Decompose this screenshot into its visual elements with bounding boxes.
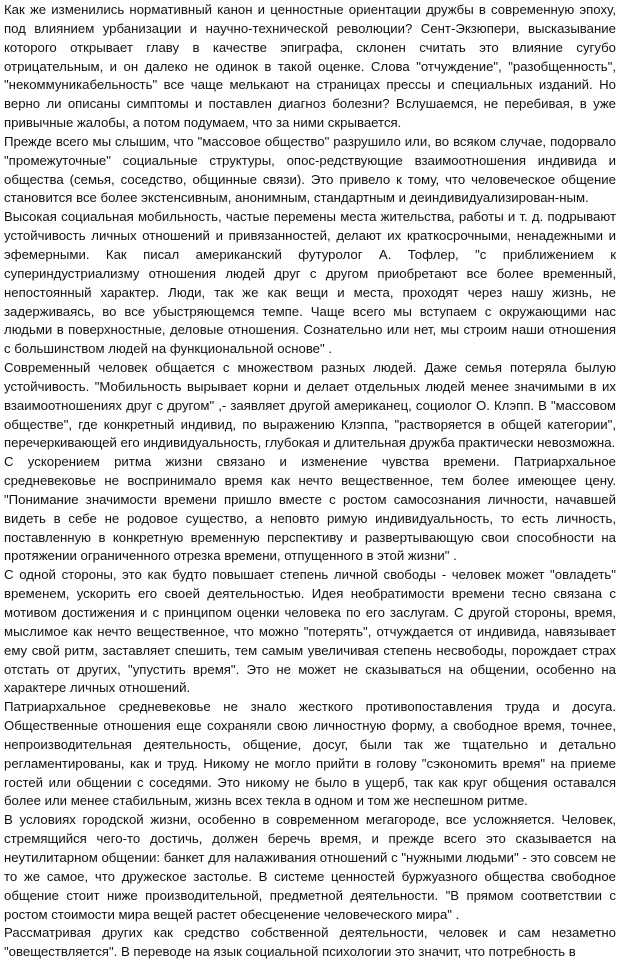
paragraph: Высокая социальная мобильность, частые перемены места жительства, работы и т. д. подрывают устойчивость личных отношений и привязанностей, делают их краткосрочными, ненадежными и эфемерными. Как писал американский футуролог А. Тофлер, "с приближением к супериндустриализму отношения людей друг с другом приобретают все более временный, непостоянный характер. Люди, так же как вещи и места, проходят через нашу жизнь, не задерживаясь, во все убыстряющемся темпе. Чаще всего мы вступаем с окружающими нас людьми в поверхностные, деловые отношения. Сознательно или нет, мы строим наши отношения с большинством людей на функциональной основе" . [4,209,616,357]
paragraph: Современный человек общается с множеством разных людей. Даже семья потеряла былую устойчивость. "Мобильность вырывает корни и делает отдельных людей менее значимыми в их взаимоотношениях друг с другом" ,- заявляет другой американец, социолог О. Клэпп. В "массовом обществе", где конкретный индивид, по выражению Клэппа, "растворяется в общей категории", перечеркивающей его индивидуальность, глубокая и длительная дружба практически невозможна. [4,360,616,451]
paragraph: В условиях городской жизни, особенно в современном мегагороде, все усложняется. Человек, стремящийся чего-то достичь, должен беречь время, и прежде всего это сказывается на неутилитарном общении: банкет для налаживания отношений с "нужными людьми" - это совсем не то же самое, что дружеское застолье. В системе ценностей буржуазного общества свободное общение стоит ниже производительной, предметной деятельности. "В прямом соответствии с ростом стоимости мира вещей растет обесценение человеческого мира" . [4,812,616,922]
paragraph: Как же изменились нормативный канон и ценностные ориентации дружбы в современную эпоху, под влиянием урбанизации и научно-технической революции? Сент-Экзюпери, высказывание которого открывает главу в качестве эпиграфа, склонен считать это влияние сугубо отрицательным, и он далеко не одинок в такой оценке. Слова "отчуждение", "разобщенность", "некоммуникабельность" все чаще мелькают на страницах прессы и специальных изданий. Но верно ли описаны симптомы и поставлен диагноз болезни? Вслушаемся, не перебивая, в уже привычные жалобы, а потом подумаем, что за ними скрывается. [4,2,616,131]
paragraph: Патриархальное средневековье не знало жесткого противопоставления труда и досуга. Общественные отношения еще сохраняли свою личностную форму, а свободное время, точнее, непроизводительная деятельность, общение, досуг, были так же тщательно и детально регламентированы, как и труд. Никому не могло прийти в голову "сэкономить время" на приеме гостей или общении с соседями. Это никому не было в ущерб, так как круг общения оставался более или менее стабильным, жизнь всех текла в одном и том же неспешном ритме. [4,699,616,809]
paragraph: С ускорением ритма жизни связано и изменение чувства времени. Патриархальное средневековье не воспринимало время как нечто вещественное, тем более имеющее цену. "Понимание значимости времени пришло вместе с ростом самосознания личности, начавшей видеть в себе не родовое существо, а неповто римую индивидуальность, то есть личность, поставленную в конкретную временную перспективу и развертывающую свои способности на протяжении ограниченного отрезка времени, отпущенного в этой жизни" . [4,454,616,564]
paragraph: Прежде всего мы слышим, что "массовое общество" разрушило или, во всяком случае, подорвало "промежуточные" социальные структуры, опос-редствующие взаимоотношения индивида и общества (семья, соседство, общинные связи). Это привело к тому, что человеческое общение становится все более экстенсивным, анонимным, стандартным и деиндивидуализирован-ным. [4,133,616,206]
paragraph: С одной стороны, это как будто повышает степень личной свободы - человек может "овладеть" временем, ускорить его своей деятельностью. Идея необратимости времени тесно связана с мотивом достижения и с принципом оценки человека по его заслугам. С другой стороны, время, мыслимое как нечто вещественное, что можно "потерять", отчуждается от индивида, навязывает ему свой ритм, заставляет спешить, тем самым увеличивая степень несвободы, порождает страх отстать от других, "упустить время". Это не может не сказываться на общении, особенно на характере личных отношений. [4,567,616,696]
paragraph: Рассматривая других как средство собственной деятельности, человек и сам незаметно "овеществляется". В переводе на язык социальной психологии это значит, что потребность в [4,925,616,960]
